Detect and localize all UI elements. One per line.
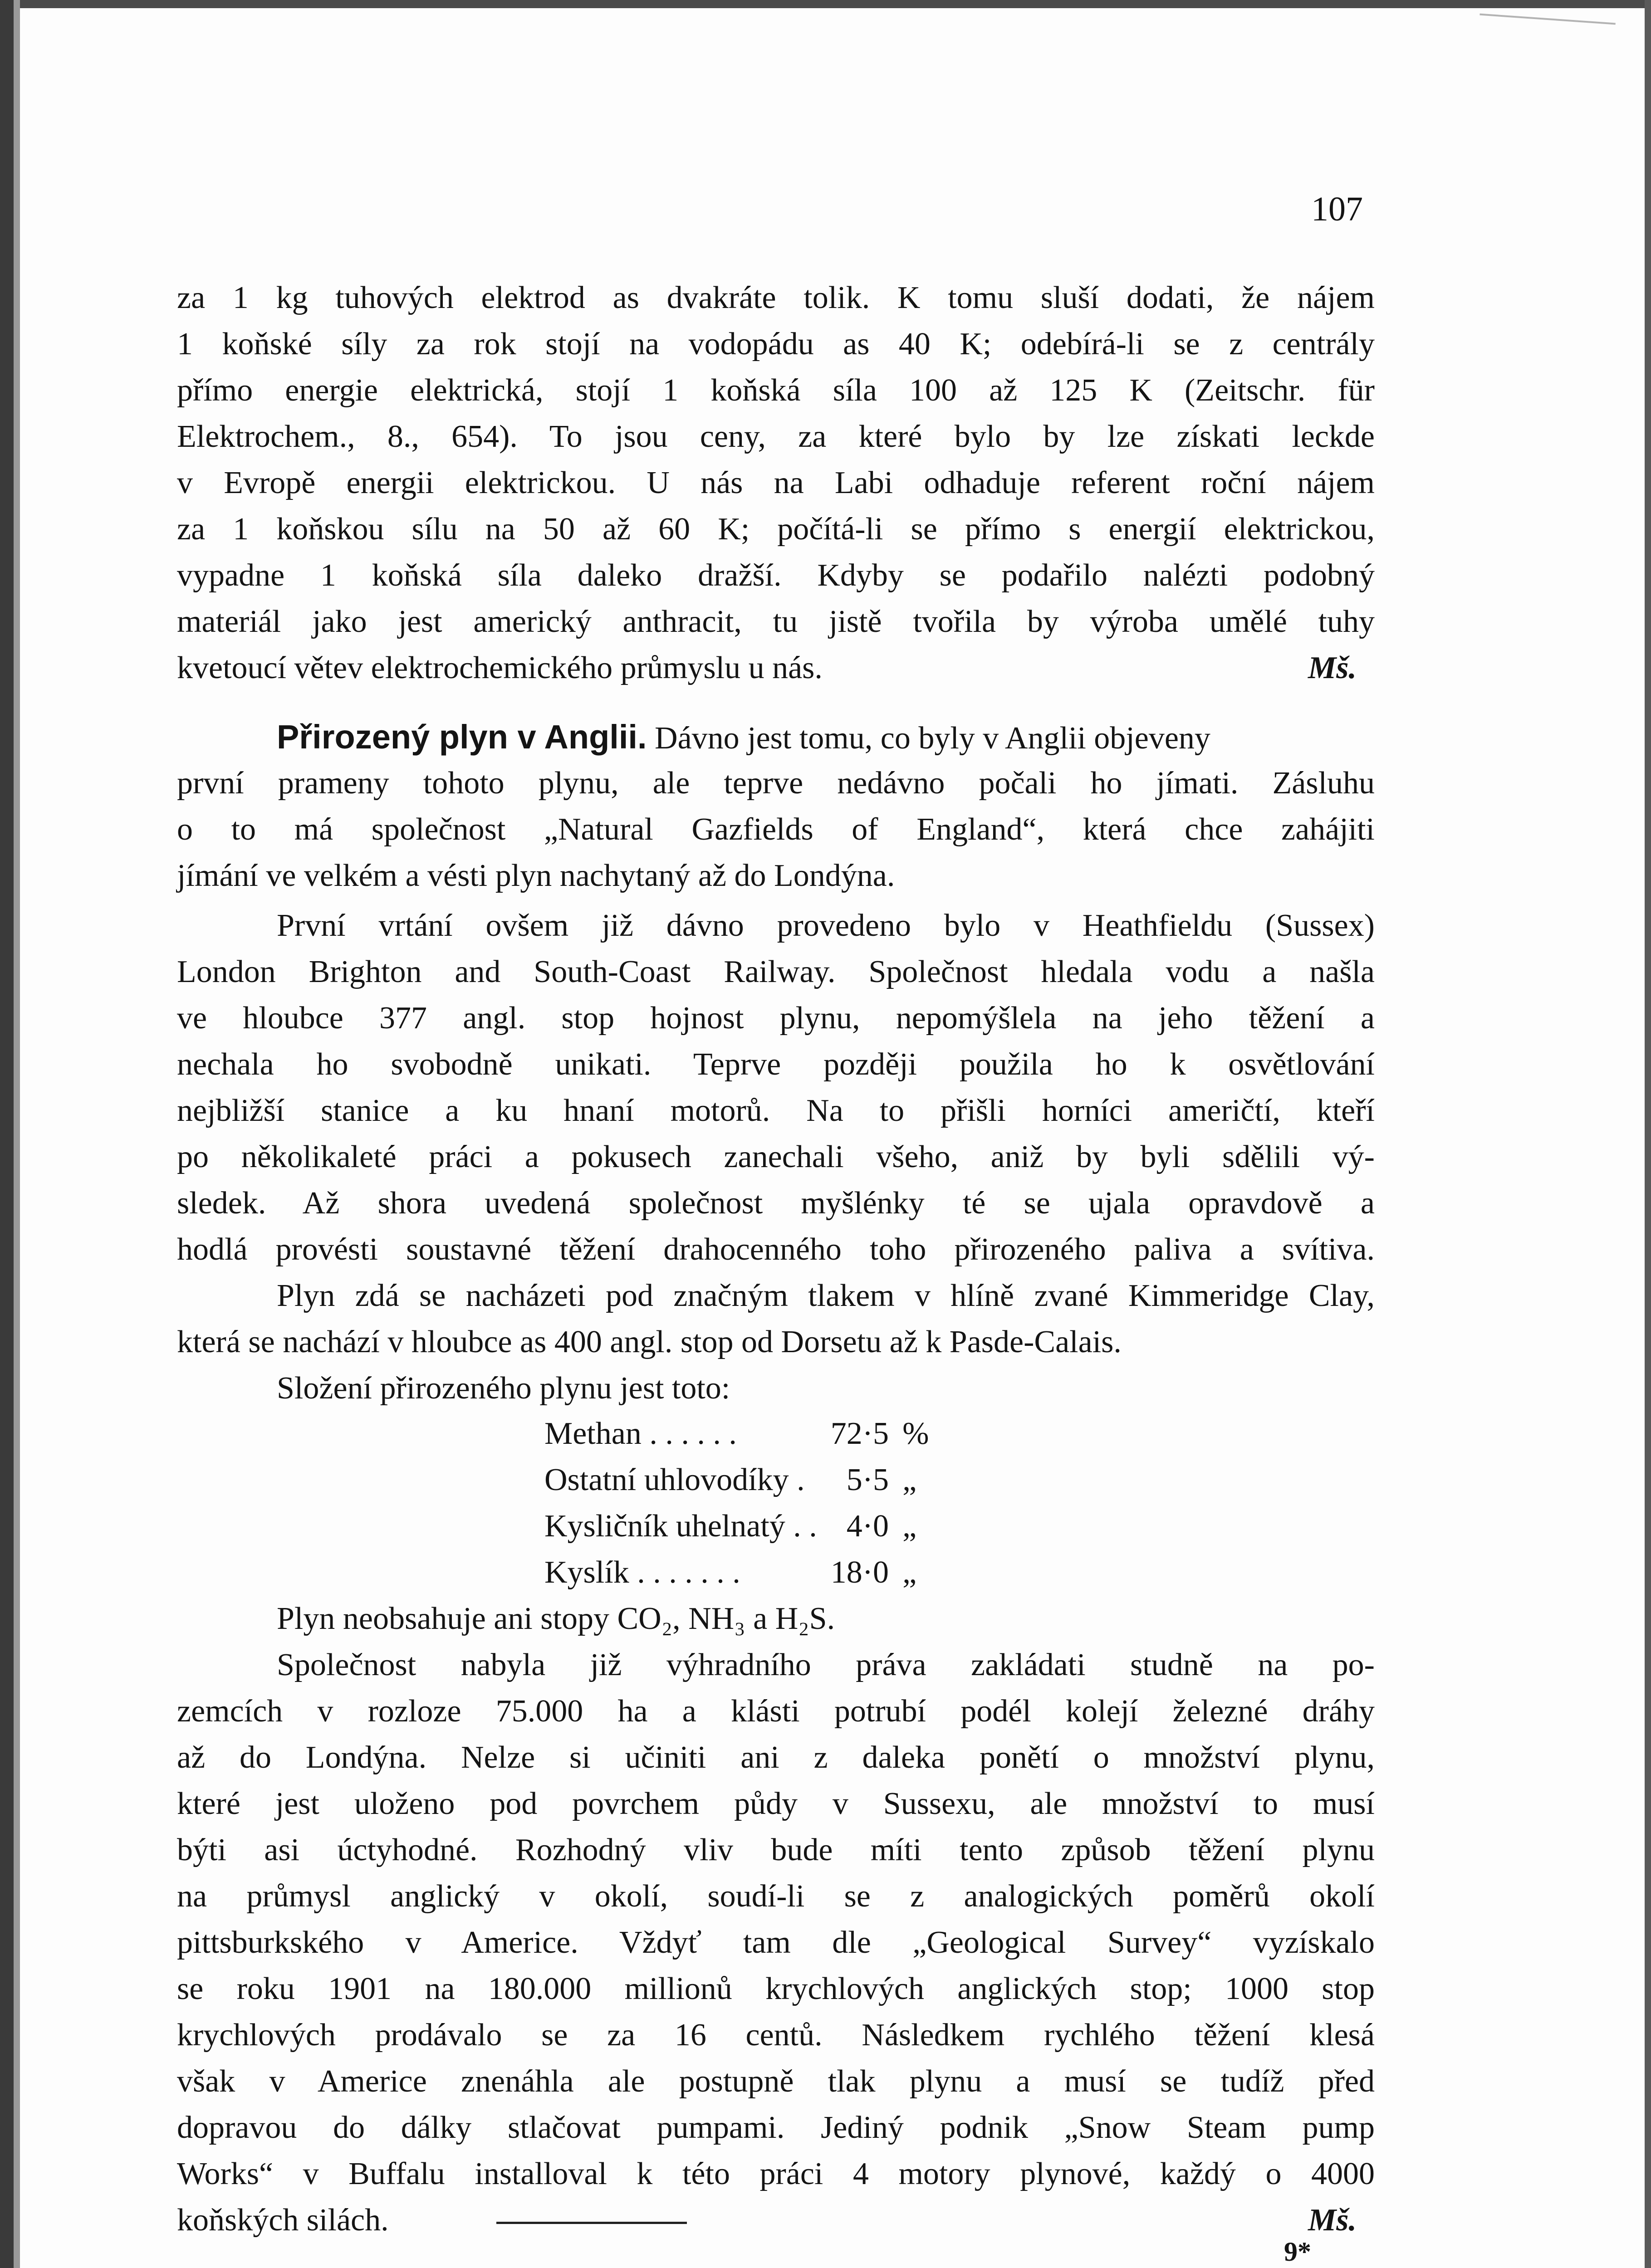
text-line-content: kvetoucí větev elektrochemického průmyslu u nás. <box>177 650 823 685</box>
component-unit: % <box>902 1416 929 1451</box>
page-number: 107 <box>1311 190 1363 228</box>
text-line <box>177 645 1375 691</box>
paragraph-kimmeridge <box>177 1273 1375 1412</box>
author-signature: Mš. <box>1308 2203 1357 2238</box>
text-line: nechala ho svobodně unikati. Teprve později použila ho k osvětlování <box>177 1047 1375 1082</box>
text-line: krychlových prodávalo se za 16 centů. Následkem rychlého těžení klesá <box>177 2018 1375 2053</box>
text-line: která se nachází v hloubce as 400 angl. stop od Dorsetu až k Pasde-Calais. <box>177 1325 1122 1359</box>
text-line: na průmysl anglický v okolí, soudí-li se z analogických poměrů okolí <box>177 1879 1375 1914</box>
scan-edge-left-inner <box>14 0 20 2268</box>
composition-note: Plyn neobsahuje ani stopy CO₂, NH₃ a H₂S. <box>277 1601 835 1636</box>
gas-composition-table <box>544 1411 929 1596</box>
text-line-content: koňských silách. <box>177 2203 389 2238</box>
text-line: které jest uloženo pod povrchem půdy v Sussexu, ale množství to musí <box>177 1786 1375 1821</box>
text-line: sledek. Až shora uvedená společnost myšlénky té se ujala opravdově a <box>177 1186 1375 1221</box>
text-line: nejbližší stanice a ku hnaní motorů. Na to přišli horníci američtí, kteří <box>177 1093 1375 1128</box>
printer-signature-mark: 9* <box>1284 2237 1311 2267</box>
author-signature: Mš. <box>1308 650 1357 685</box>
text-line: býti asi úctyhodné. Rozhodný vliv bude míti tento způsob těžení plynu <box>177 1833 1375 1867</box>
scan-edge-top <box>0 0 1651 8</box>
article-heading-line <box>177 714 1375 760</box>
paragraph-heathfield <box>177 903 1375 1273</box>
composition-note-block <box>177 1596 1375 1642</box>
article-heading-continuation: Dávno jest tomu, co byly v Anglii objeveny <box>647 721 1210 756</box>
text-line: první prameny tohoto plynu, ale teprve nedávno počali ho jímati. Zásluhu <box>177 766 1375 801</box>
text-line: za 1 kg tuhových elektrod as dvakráte tolik. K tomu sluší dodati, že nájem <box>177 280 1375 315</box>
composition-intro: Složení přirozeného plynu jest toto: <box>277 1371 730 1406</box>
article-heading: Přirozený plyn v Anglii. <box>277 718 647 756</box>
scan-edge-left <box>0 0 14 2268</box>
text-line: pittsburkského v Americe. Vždyť tam dle „Geological Survey“ vyzískalo <box>177 1925 1375 1960</box>
component-value: 4·0 <box>846 1509 889 1544</box>
text-line: Elektrochem., 8., 654). To jsou ceny, za které bylo by lze získati leckde <box>177 419 1375 454</box>
table-row <box>544 1411 929 1457</box>
text-line: v Evropě energii elektrickou. U nás na Labi odhaduje referent roční nájem <box>177 465 1375 500</box>
text-line: za 1 koňskou sílu na 50 až 60 K; počítá-li se přímo s energií elektrickou, <box>177 512 1375 547</box>
text-line: První vrtání ovšem již dávno provedeno bylo v Heathfieldu (Sussex) <box>277 908 1375 943</box>
component-unit: „ <box>902 1509 917 1544</box>
text-line <box>177 2197 1375 2244</box>
text-line: přímo energie elektrická, stojí 1 koňská síla 100 až 125 K (Zeitschr. für <box>177 373 1375 408</box>
component-unit: „ <box>902 1555 917 1590</box>
paragraph-continued <box>177 275 1375 691</box>
text-line: zemcích v rozloze 75.000 ha a klásti potrubí podél kolejí železné dráhy <box>177 1694 1375 1729</box>
text-line: po několikaleté práci a pokusech zanechali všeho, aniž by byli sdělili vý- <box>177 1139 1375 1174</box>
article-intro <box>177 714 1375 899</box>
component-value: 5·5 <box>846 1462 889 1497</box>
text-line: však v Americe znenáhla ale postupně tlak plynu a musí se tudíž před <box>177 2064 1375 2099</box>
text-line: Plyn zdá se nacházeti pod značným tlakem v hlíně zvané Kimmeridge Clay, <box>277 1278 1375 1313</box>
text-line: Works“ v Buffalu installoval k této práci 4 motory plynové, každý o 4000 <box>177 2156 1375 2191</box>
scan-edge-right <box>1645 0 1651 2268</box>
text-line: ve hloubce 377 angl. stop hojnost plynu, nepomýšlela na jeho těžení a <box>177 1001 1375 1036</box>
scan-scratch-mark <box>1478 14 1616 52</box>
table-row <box>544 1549 929 1596</box>
text-line: hodlá provésti soustavné těžení drahocenného toho přirozeného paliva a svítiva. <box>177 1232 1375 1267</box>
text-line: až do Londýna. Nelze si učiniti ani z daleka ponětí o množství plynu, <box>177 1740 1375 1775</box>
component-name: Kysličník uhelnatý . . <box>544 1509 817 1544</box>
text-line: Společnost nabyla již výhradního práva zakládati studně na po- <box>277 1647 1375 1682</box>
text-line: vypadne 1 koňská síla daleko dražší. Kdyby se podařilo nalézti podobný <box>177 558 1375 593</box>
table-row <box>544 1503 929 1549</box>
component-name: Kyslík . . . . . . . <box>544 1555 740 1590</box>
table-row <box>544 1457 929 1503</box>
text-line: materiál jako jest americký anthracit, tu jistě tvořila by výroba umělé tuhy <box>177 604 1375 639</box>
paragraph-company <box>177 1642 1375 2244</box>
component-value: 18·0 <box>830 1555 889 1590</box>
text-line: se roku 1901 na 180.000 millionů krychlových anglických stop; 1000 stop <box>177 1971 1375 2006</box>
component-unit: „ <box>902 1462 917 1497</box>
component-name: Ostatní uhlovodíky . <box>544 1462 805 1497</box>
component-name: Methan . . . . . . <box>544 1416 737 1451</box>
component-value: 72·5 <box>830 1416 889 1451</box>
text-line: London Brighton and South-Coast Railway. Společnost hledala vodu a našla <box>177 954 1375 989</box>
text-line: dopravou do dálky stlačovat pumpami. Jediný podnik „Snow Steam pump <box>177 2110 1375 2145</box>
section-end-rule <box>496 2222 687 2224</box>
text-line: jímání ve velkém a vésti plyn nachytaný až do Londýna. <box>177 858 895 893</box>
text-line: o to má společnost „Natural Gazfields of England“, která chce zahájiti <box>177 812 1375 847</box>
text-line: 1 koňské síly za rok stojí na vodopádu as 40 K; odebírá-li se z centrály <box>177 327 1375 362</box>
